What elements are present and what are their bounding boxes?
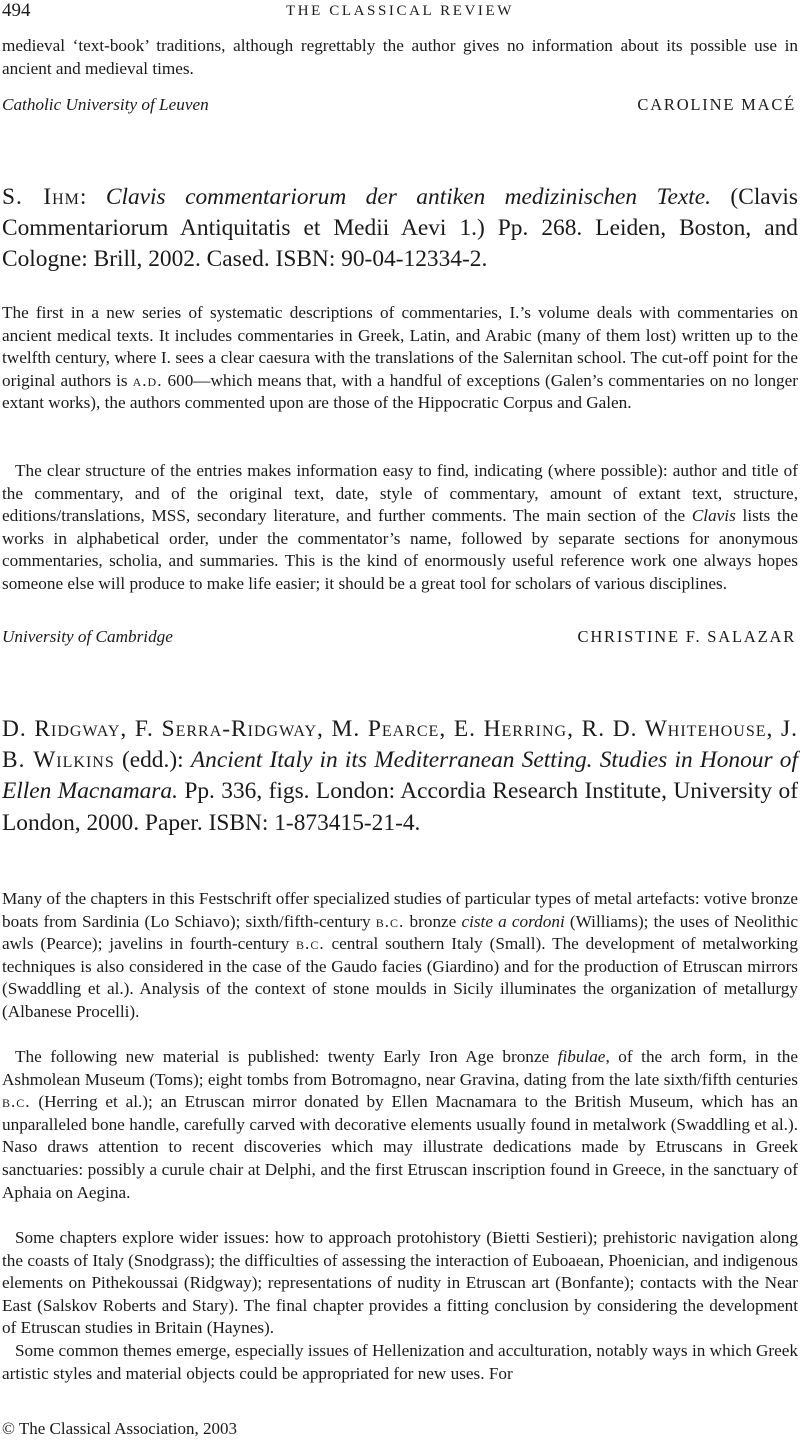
text-run: bronze bbox=[409, 911, 457, 931]
review-paragraph-3: Some chapters explore wider issues: how to approach protohistory (Bietti Sestieri); prehistoric navigation along the coasts of Italy (Snodgrass); the difficulties of assessing the interaction of Euboaean, Phoenician, and indigenous elements on Pithekoussai (Ridgway); representations of nudity in Etruscan art (Bonfante); contacts with the Near East (Salskov Roberts and Stary). The final chapter provides a fitting conclusion by considering the development of Etruscan studies in Britain (Haynes). bbox=[2, 1228, 798, 1338]
review-heading-ihm: S. Ihm: Clavis commentariorum der antiken medizinischen Texte. (Clavis Commentariorum Antiquitatis et Medii Aevi 1.) Pp. 268. Leiden, Boston, and Cologne: Brill, 2002. Cased. ISBN: 90-04-12334-2. bbox=[2, 184, 798, 273]
previous-review-signature bbox=[2, 93, 798, 117]
book-title: Clavis commentariorum der antiken medizinischen Texte. bbox=[105, 184, 711, 210]
review-signature-salazar bbox=[2, 625, 798, 649]
era-abbreviation: a.d. bbox=[132, 370, 163, 390]
editors-abbreviation: (edd.): bbox=[121, 747, 184, 774]
review-paragraph-2 bbox=[2, 1046, 798, 1204]
review-paragraph-1 bbox=[2, 302, 798, 415]
book-author: S. Ihm bbox=[2, 184, 80, 210]
text-run: The clear structure of the entries makes information easy to find, indicating (where possible): author and title of the commentary, and of the original text, date, style of commentary, amount of extant text, structure, editions/translations, MSS, secondary literature, and further comments. The main section of the bbox=[2, 461, 798, 526]
review-paragraph-4: Some common themes emerge, especially issues of Hellenization and acculturation, notably ways in which Greek artistic styles and material objects could be appropriated for new uses. For bbox=[2, 1341, 798, 1383]
text-run: central southern Italy (Small). The development of metalworking techniques is also considered in the case of the Gaudo facies (Giardino) and for the production of Etruscan mirrors (Swaddling et al.). Analysis of the context of stone moulds in Sicily illuminates the organization of metallurgy (Albanese Procelli). bbox=[2, 934, 798, 1021]
reviewer-name: CHRISTINE F. SALAZAR bbox=[577, 627, 796, 646]
page-number: 494 bbox=[2, 0, 31, 21]
book-publication-details: Pp. 336, figs. London: Accordia Research Institute, University of London, 2000. Paper. ISBN: 1-873415-21-4. bbox=[2, 778, 798, 836]
book-editors: D. Ridgway, F. Serra-Ridgway, M. Pearce, E. Herring, R. D. Whitehouse, J. B. Wilkins bbox=[2, 716, 798, 774]
journal-title: THE CLASSICAL REVIEW bbox=[285, 3, 515, 19]
previous-review-closing-paragraph: medieval ‘text-book’ traditions, although regrettably the author gives no information about its possible use in ancient and medieval times. bbox=[2, 36, 798, 78]
era-abbreviation: b.c. bbox=[2, 1092, 31, 1112]
text-run: Many of the chapters in this Festschrift offer specialized studies of particular types of metal artefacts: votive bronze boats from Sardinia (Lo Schiavo); sixth/fifth-century bbox=[2, 889, 798, 931]
book-title: Ancient Italy in its Mediterranean Setting. Studies in Honour of Ellen Macnamara. bbox=[2, 747, 798, 805]
reviewer-affiliation: University of Cambridge bbox=[2, 627, 173, 646]
era-abbreviation: b.c. bbox=[296, 934, 325, 954]
running-head bbox=[0, 0, 800, 24]
italic-term: ciste a cordoni bbox=[461, 911, 565, 931]
reviewer-affiliation: Catholic University of Leuven bbox=[2, 95, 209, 114]
italic-term: Clavis bbox=[691, 506, 736, 526]
reviewer-name: CAROLINE MACÉ bbox=[637, 95, 796, 114]
review-paragraph-2 bbox=[2, 460, 798, 596]
text-run: (Williams); the uses of Neolithic awls (Pearce); javelins in fourth-century bbox=[2, 911, 799, 954]
review-paragraph-1 bbox=[2, 888, 798, 1024]
italic-term: fibulae bbox=[557, 1047, 606, 1066]
review-heading-ridgway bbox=[2, 714, 798, 839]
text-run: The first in a new series of systematic descriptions of commentaries, I.’s volume deals with commentaries on ancient medical texts. It includes commentaries in Greek, Latin, and Arabic (many of them lost) written up to the twelfth century, where I. sees a clear caesura with the translations of the Salernitan school. The cut-off point for the original authors is bbox=[2, 303, 798, 390]
text-run: 600—which means that, with a handful of exceptions (Galen’s commentaries on no longer extant works), the authors commented upon are those of the Hippocratic Corpus and Galen. bbox=[2, 370, 799, 413]
era-abbreviation: b.c. bbox=[375, 911, 405, 931]
book-publication-details: (Clavis Commentariorum Antiquitatis et Medii Aevi 1.) Pp. 268. Leiden, Boston, and Cologne: Brill, 2002. Cased. ISBN: 90-04-12334-2. bbox=[2, 184, 798, 273]
text-run: (Herring et al.); an Etruscan mirror donated by Ellen Macnamara to the British Museum, which has an unparalleled bone handle, carefully carved with decorative elements usually found in metalwork (Swaddling et al.). Naso draws attention to recent discoveries which may illustrate dedications made by Etruscans in Greek sanctuaries: possibly a curule chair at Delphi, and the first Etruscan inscription found in Greece, in the sanctuary of Aphaia on Aegina. bbox=[2, 1092, 799, 1202]
copyright-footer: © The Classical Association, 2003 bbox=[2, 1419, 237, 1438]
text-run: The following new material is published: twenty Early Iron Age bronze bbox=[15, 1047, 550, 1066]
text-run: , of the arch form, in the Ashmolean Museum (Toms); eight tombs from Botromagno, near Gravina, dating from the late sixth/fifth centuries bbox=[2, 1047, 799, 1089]
text-run: lists the works in alphabetical order, under the commentator’s name, followed by separate sections for anonymous commentaries, scholia, and summaries. This is the kind of enormously useful reference work one always hopes someone else will produce to make life easier; it should be a great tool for scholars of various disciplines. bbox=[2, 506, 799, 593]
